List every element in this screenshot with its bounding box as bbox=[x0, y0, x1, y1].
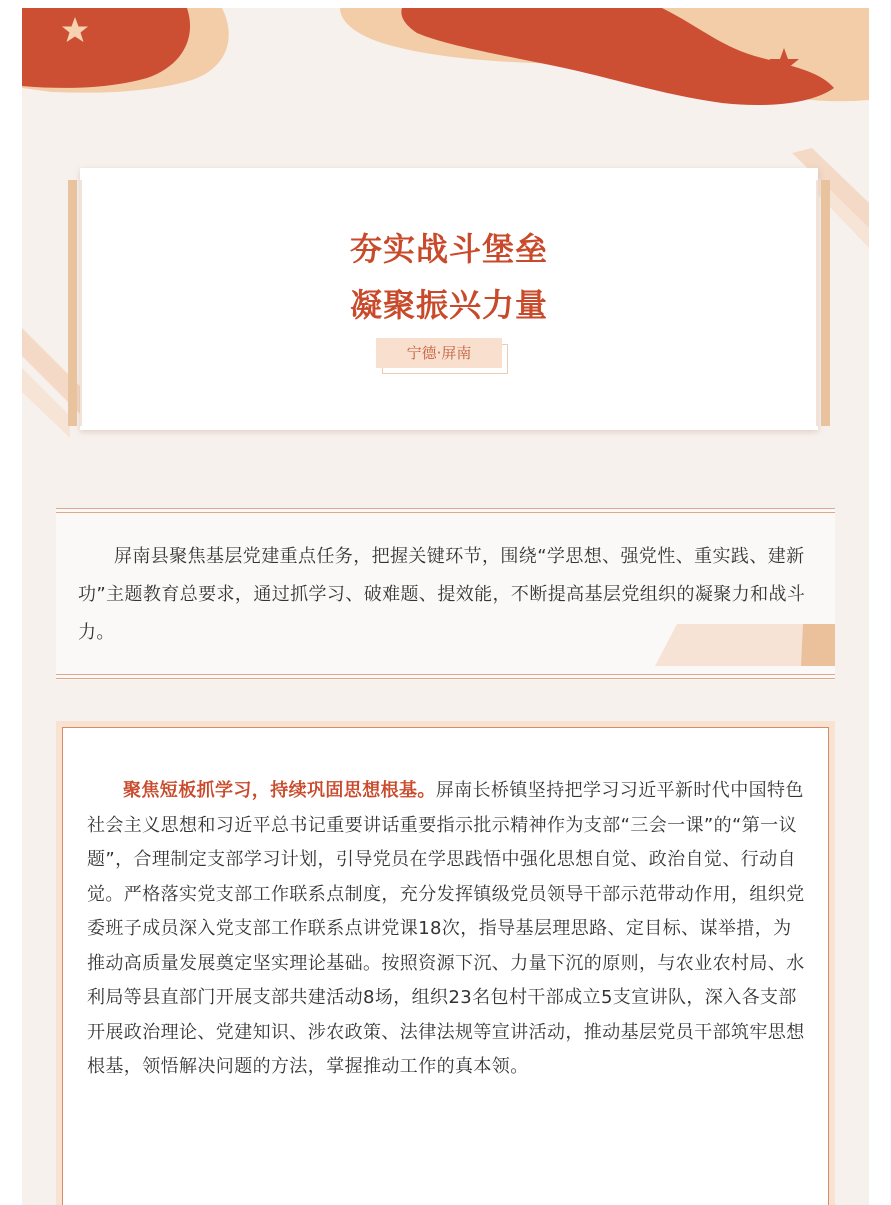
title-card-right-bar bbox=[821, 180, 830, 426]
location-tag bbox=[376, 338, 502, 368]
intro-rule bbox=[56, 512, 835, 513]
section-study-paragraph bbox=[87, 774, 809, 1085]
section-study bbox=[56, 721, 835, 1205]
article-page bbox=[22, 8, 869, 1205]
title-card-left-bar bbox=[68, 180, 77, 426]
section-study-heading: 聚焦短板抓学习，持续巩固思想根基。 bbox=[123, 780, 436, 801]
page-title-line-2: 凝聚振兴力量 bbox=[349, 286, 548, 324]
intro-box bbox=[56, 508, 835, 680]
intro-paragraph: 屏南县聚焦基层党建重点任务，把握关键环节，围绕“学思想、强党性、重实践、建新功”主题教育总要求，通过抓学习、破难题、提效能，不断提高基层党组织的凝聚力和战斗力。 bbox=[78, 546, 806, 643]
title-card bbox=[80, 168, 818, 430]
section-study-frame bbox=[62, 727, 829, 1205]
header-wave-decoration bbox=[22, 8, 869, 128]
intro-rule bbox=[56, 678, 835, 679]
location-label: 宁德·屏南 bbox=[376, 338, 502, 368]
intro-rule bbox=[56, 674, 835, 675]
page-title-line-1: 夯实战斗堡垒 bbox=[349, 230, 548, 268]
intro-rule bbox=[56, 508, 835, 509]
section-study-body: 屏南长桥镇坚持把学习习近平新时代中国特色社会主义思想和习近平总书记重要讲话重要指示批示精神作为支部“三会一课”的“第一议题”，合理制定支部学习计划，引导党员在学思践悟中强化思想自觉、政治自觉、行动自觉。严格落实党支部工作联系点制度，充分发挥镇级党员领导干部示范带动作用，组织党委班子成员深入党支部工作联系点讲党课18次，指导基层理思路、定目标、谋举措，为推动高质量发展奠定坚实理论基础。按照资源下沉、力量下沉的原则，与农业农村局、水利局等县直部门开展支部共建活动8场，组织23名包村干部成立5支宣讲队，深入各支部开展政治理论、党建知识、涉农政策、法律法规等宣讲活动，推动基层党员干部筑牢思想根基，领悟解决问题的方法，掌握推动工作的真本领。 bbox=[87, 780, 805, 1077]
